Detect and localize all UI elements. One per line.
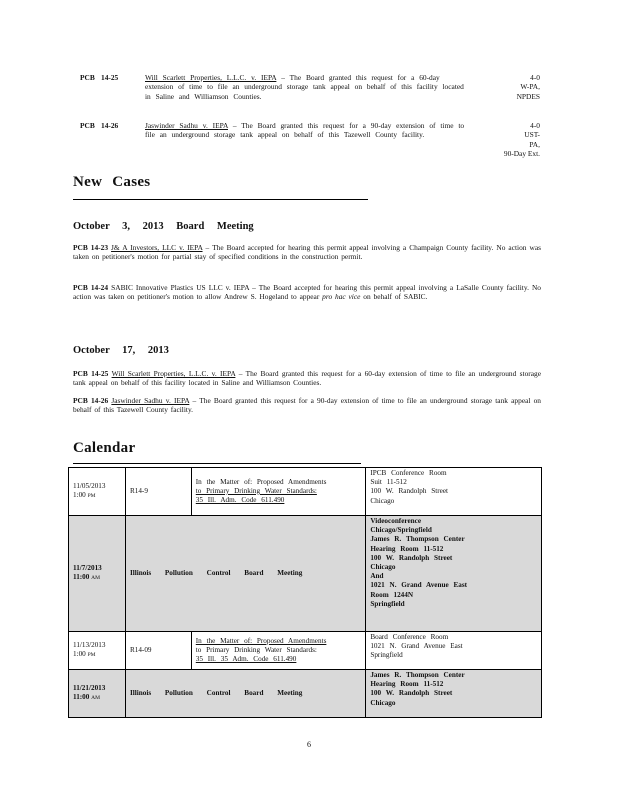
new-cases-heading: New Cases: [73, 174, 151, 190]
decision-vote: 4-0 W-PA, NPDES: [516, 73, 540, 101]
calendar-row: [69, 468, 542, 516]
calendar-table: [68, 467, 542, 718]
case-title-link[interactable]: Jaswinder Sadhu v. IEPA: [145, 121, 228, 130]
case-title-link[interactable]: Will Scarlett Properties, L.L.C. v. IEPA: [145, 73, 277, 82]
calendar-location-cell: IPCB Conference Room Suit 11-512 100 W. Randolph Street Chicago: [366, 468, 542, 516]
calendar-docket-cell: R14-9: [125, 468, 191, 516]
decision-label: PCB: [80, 121, 95, 130]
calendar-location-cell: James R. Thompson Center Hearing Room 11-512 100 W. Randolph Street Chicago: [366, 670, 542, 718]
calendar-row: [69, 516, 542, 632]
case-entry: PCB 14-23 J& A Investors, LLC v. IEPA – The Board accepted for hearing this permit appeal involving a Champaign County facility. No action was taken on petitioner's motion for partial stay of specified conditions in the construction permit.: [73, 243, 541, 262]
heading-rule: [73, 463, 361, 464]
calendar-matter-cell: In the Matter of: Proposed Amendments to Primary Drinking Water Standards: 35 Ill. Adm. Code 611.490: [191, 468, 366, 516]
calendar-docket-cell: Illinois Pollution Control Board Meeting: [125, 670, 365, 718]
calendar-date-cell: 11/05/2013 1:00 PM: [69, 468, 126, 516]
calendar-location-cell: Videoconference Chicago/Springfield James R. Thompson Center Hearing Room 11-512 100 W. Randolph Street Chicago And 1021 N. Grand Avenue East Room 1244N Springfield: [366, 516, 542, 632]
calendar-heading: Calendar: [73, 440, 136, 456]
decision-text: Will Scarlett Properties, L.L.C. v. IEPA – The Board granted this request for a 60-day extension of time to file an underground storage tank appeal on behalf of this facility located in Saline and Williamson Counties.: [145, 73, 464, 101]
decision-text: Jaswinder Sadhu v. IEPA – The Board granted this request for a 90-day extension of time to file an underground storage tank appeal on behalf of this Tazewell County facility.: [145, 121, 465, 140]
case-title-link[interactable]: J& A Investors, LLC v. IEPA: [111, 243, 203, 252]
decision-label: PCB: [80, 73, 95, 82]
calendar-date-cell: 11/13/2013 1:00 PM: [69, 632, 126, 670]
decision-number: 14-25: [101, 73, 119, 82]
calendar-date-cell: 11/7/2013 11:00 AM: [69, 516, 126, 632]
case-entry: PCB 14-24 SABIC Innovative Plastics US LLC v. IEPA – The Board accepted for hearing this permit appeal involving a LaSalle County facility. No action was taken on petitioner's motion to allow Andrew S. Hogeland to appear pro hac vice on behalf of SABIC.: [73, 283, 541, 302]
case-entry: PCB 14-26 Jaswinder Sadhu v. IEPA – The Board granted this request for a 90-day extension of time to file an underground storage tank appeal on behalf of this Tazewell County facility.: [73, 396, 541, 415]
case-entry: PCB 14-25 Will Scarlett Properties, L.L.C. v. IEPA – The Board granted this request for a 60-day extension of time to file an underground storage tank appeal on behalf of this facility located in Saline and Williamson Counties.: [73, 369, 541, 388]
calendar-location-cell: Board Conference Room 1021 N. Grand Avenue East Springfield: [366, 632, 542, 670]
case-title-link[interactable]: Jaswinder Sadhu v. IEPA: [111, 396, 190, 405]
page-number: 6: [307, 740, 311, 749]
meeting-heading: October 3, 2013 Board Meeting: [73, 221, 254, 232]
heading-rule: [73, 199, 368, 200]
calendar-row: [69, 670, 542, 718]
calendar-row: [69, 632, 542, 670]
calendar-date-cell: 11/21/2013 11:00 AM: [69, 670, 126, 718]
calendar-matter-cell: In the Matter of: Proposed Amendments to Primary Drinking Water Standards: 35 Ill. 35 Adm. Code 611.490: [191, 632, 366, 670]
decision-vote: 4-0 UST- PA, 90-Day Ext.: [503, 121, 540, 159]
calendar-docket-cell: R14-09: [125, 632, 191, 670]
case-title-link[interactable]: Will Scarlett Properties, L.L.C. v. IEPA: [111, 369, 236, 378]
calendar-docket-cell: Illinois Pollution Control Board Meeting: [125, 516, 365, 632]
meeting-heading: October 17, 2013: [73, 345, 169, 356]
decision-number: 14-26: [101, 121, 119, 130]
